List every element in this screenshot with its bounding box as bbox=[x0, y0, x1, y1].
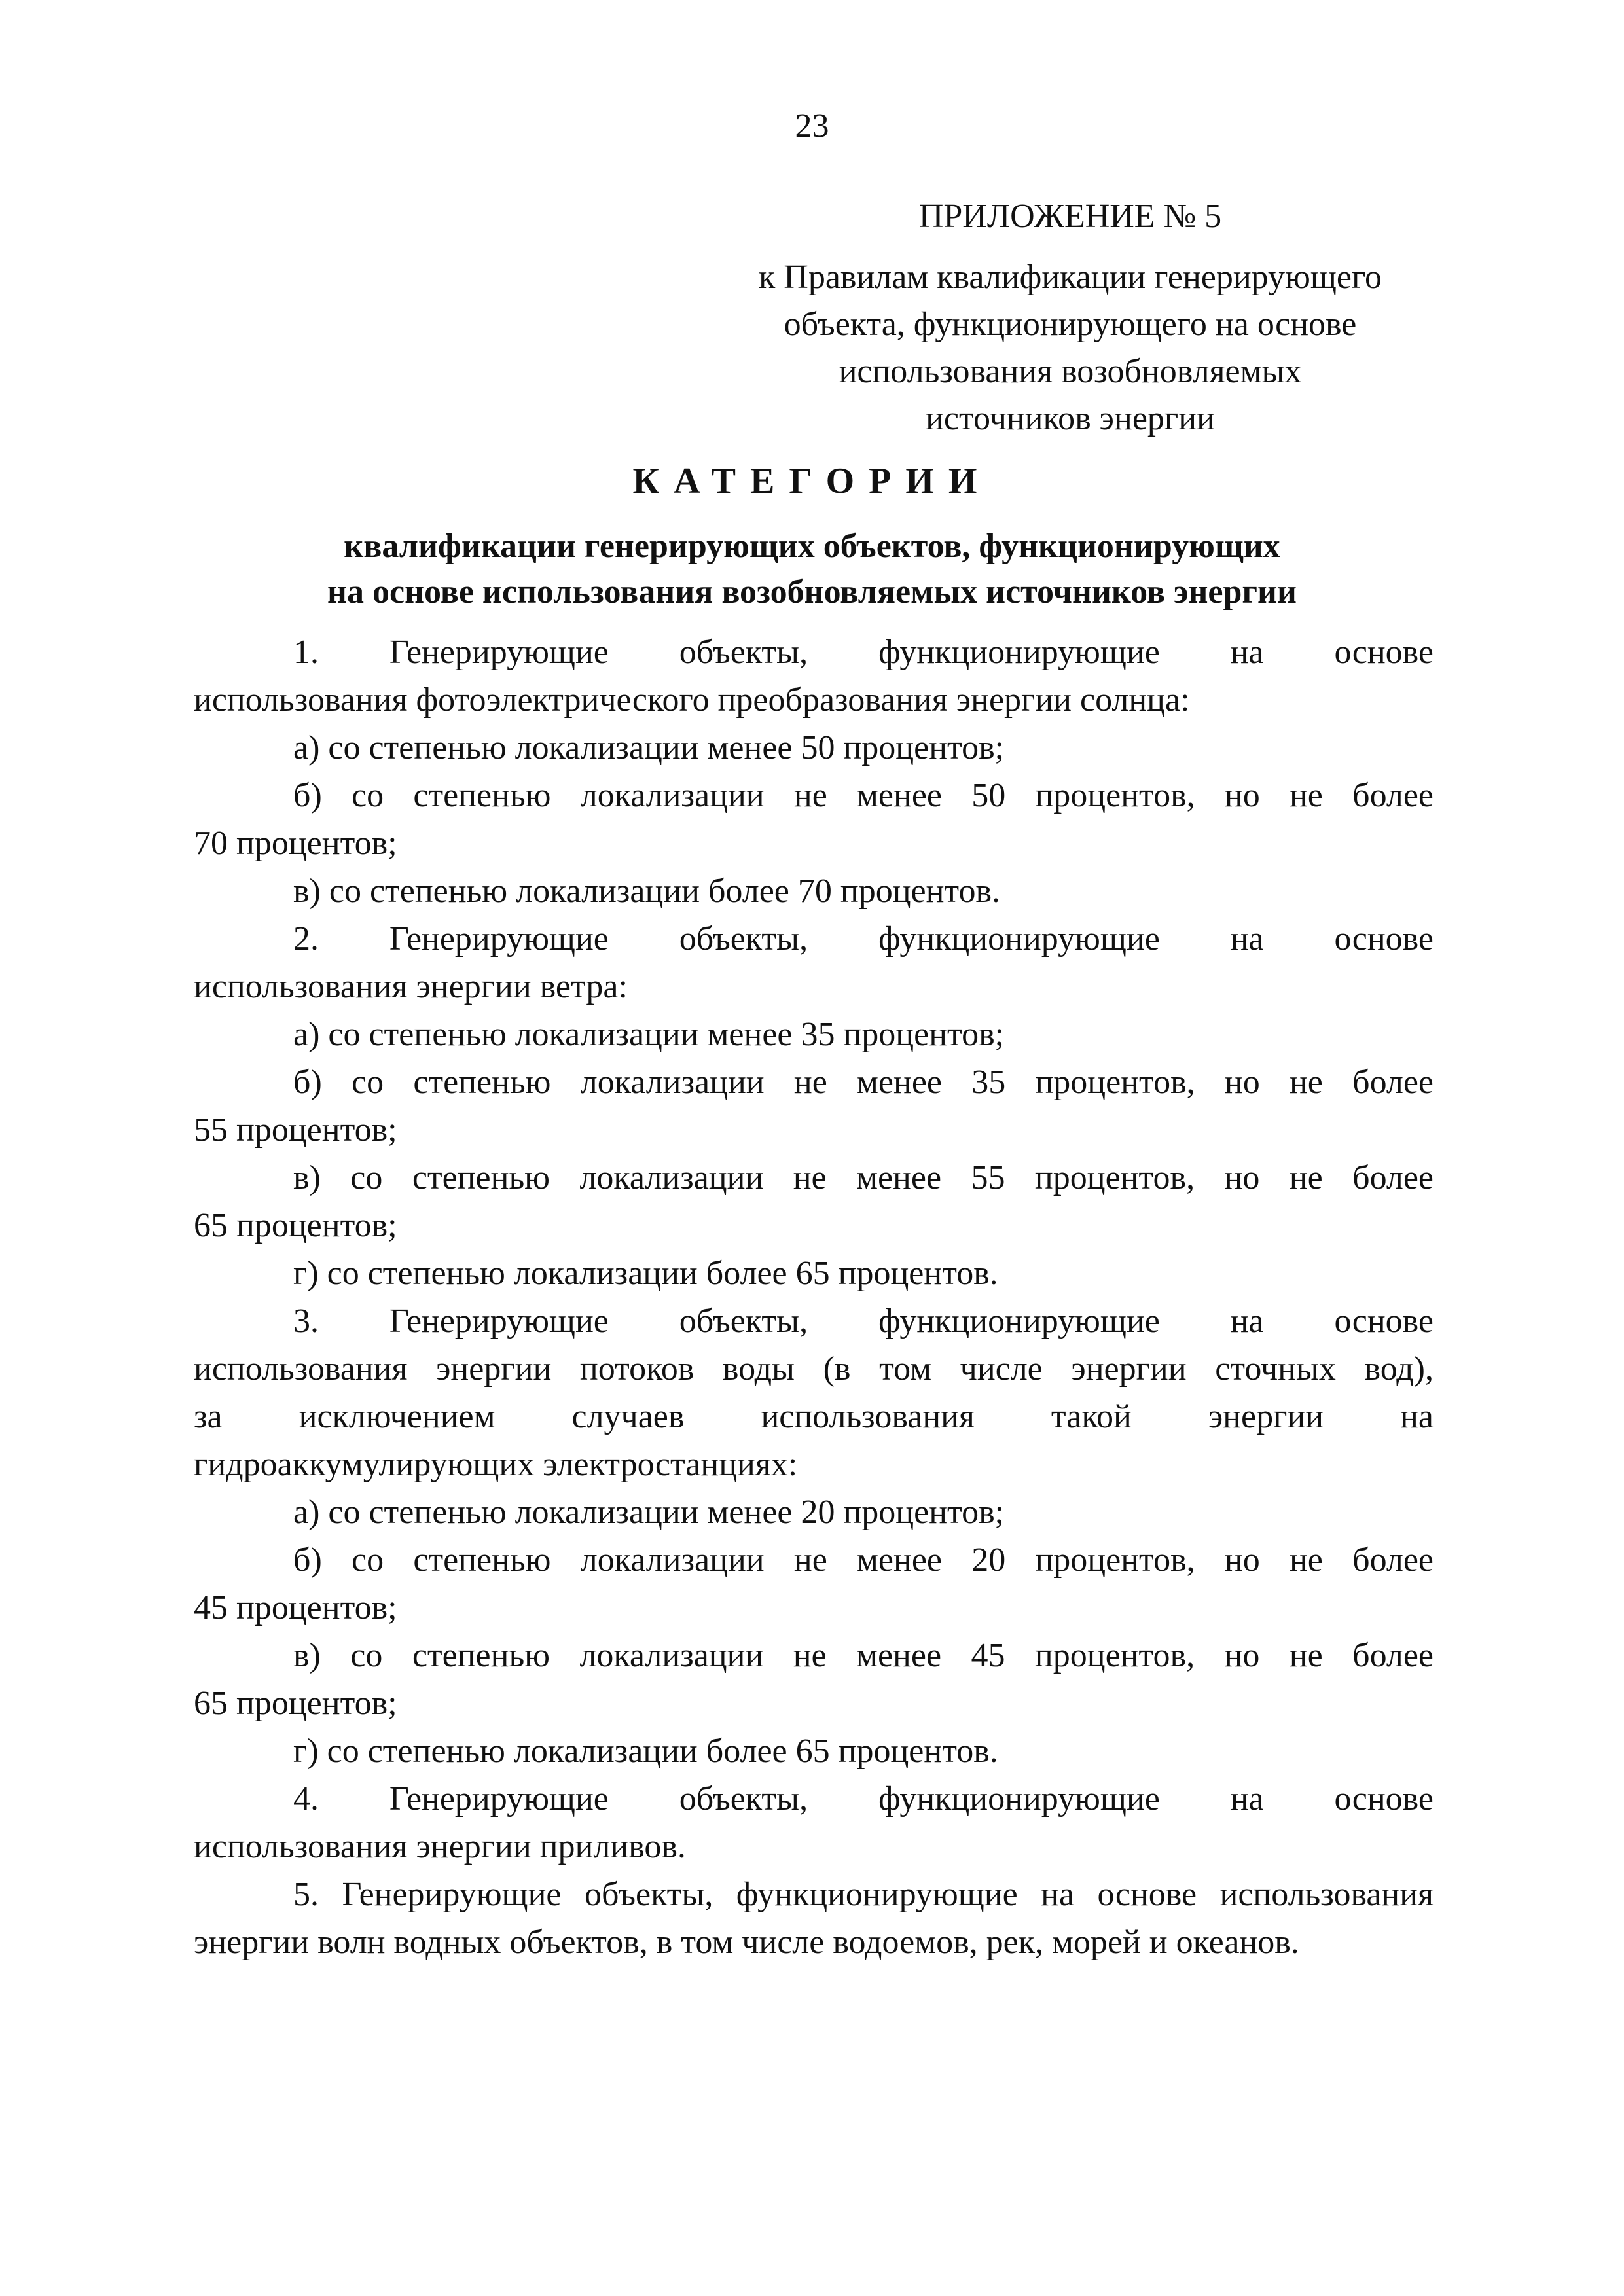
item-2-line: 2. Генерирующие объекты, функционирующие на основе bbox=[293, 920, 1434, 958]
subitem-2b-cont: 55 процентов; bbox=[194, 1111, 397, 1149]
item-3-line: 3. Генерирующие объекты, функционирующие на основе bbox=[293, 1302, 1434, 1340]
item-1-line: использования фотоэлектрического преобразования энергии солнца: bbox=[194, 681, 1190, 719]
document-title: КАТЕГОРИИ bbox=[632, 461, 992, 501]
item-3-line: использования энергии потоков воды (в том числе энергии сточных вод), bbox=[194, 1350, 1434, 1388]
appendix-reference-line: использования возобновляемых bbox=[839, 353, 1302, 390]
page-number: 23 bbox=[795, 107, 829, 145]
appendix-reference bbox=[694, 254, 1447, 442]
item-2-line: использования энергии ветра: bbox=[194, 968, 628, 1005]
subitem-2g: г) со степенью локализации более 65 процентов. bbox=[293, 1255, 998, 1292]
item-5-line: 5. Генерирующие объекты, функционирующие на основе использования bbox=[293, 1876, 1434, 1913]
subitem-2a: а) со степенью локализации менее 35 процентов; bbox=[293, 1016, 1005, 1053]
subitem-3a: а) со степенью локализации менее 20 процентов; bbox=[293, 1494, 1005, 1531]
document-body bbox=[194, 628, 1434, 1966]
appendix-reference-line: источников энергии bbox=[926, 400, 1215, 437]
subitem-2v: в) со степенью локализации не менее 55 процентов, но не более bbox=[293, 1159, 1434, 1196]
item-5-line: энергии волн водных объектов, в том числе водоемов, рек, морей и океанов. bbox=[194, 1924, 1299, 1961]
subitem-2v-cont: 65 процентов; bbox=[194, 1207, 397, 1244]
appendix-title: ПРИЛОЖЕНИЕ № 5 bbox=[918, 198, 1222, 235]
item-1-line: 1. Генерирующие объекты, функционирующие на основе bbox=[293, 634, 1434, 671]
subtitle-line: квалификации генерирующих объектов, функционирующих bbox=[344, 528, 1280, 565]
item-4-line: использования энергии приливов. bbox=[194, 1828, 686, 1865]
subitem-2b: б) со степенью локализации не менее 35 процентов, но не более bbox=[293, 1064, 1434, 1101]
document-subtitle bbox=[0, 524, 1624, 615]
subitem-3g: г) со степенью локализации более 65 процентов. bbox=[293, 1732, 998, 1770]
appendix-reference-line: к Правилам квалификации генерирующего bbox=[759, 259, 1382, 296]
subitem-3b: б) со степенью локализации не менее 20 процентов, но не более bbox=[293, 1541, 1434, 1579]
item-3-line: гидроаккумулирующих электростанциях: bbox=[194, 1446, 798, 1483]
appendix-reference-line: объекта, функционирующего на основе bbox=[784, 306, 1357, 343]
subitem-3v: в) со степенью локализации не менее 45 процентов, но не более bbox=[293, 1637, 1434, 1674]
subitem-3b-cont: 45 процентов; bbox=[194, 1589, 397, 1626]
subitem-1v: в) со степенью локализации более 70 процентов. bbox=[293, 872, 1001, 910]
subitem-3v-cont: 65 процентов; bbox=[194, 1685, 397, 1722]
subitem-1b-cont: 70 процентов; bbox=[194, 825, 397, 862]
subitem-1b: б) со степенью локализации не менее 50 процентов, но не более bbox=[293, 777, 1434, 814]
item-3-line: за исключением случаев использования такой энергии на bbox=[194, 1398, 1434, 1435]
item-4-line: 4. Генерирующие объекты, функционирующие на основе bbox=[293, 1780, 1434, 1818]
subitem-1a: а) со степенью локализации менее 50 процентов; bbox=[293, 729, 1005, 766]
subtitle-line: на основе использования возобновляемых источников энергии bbox=[327, 573, 1297, 611]
